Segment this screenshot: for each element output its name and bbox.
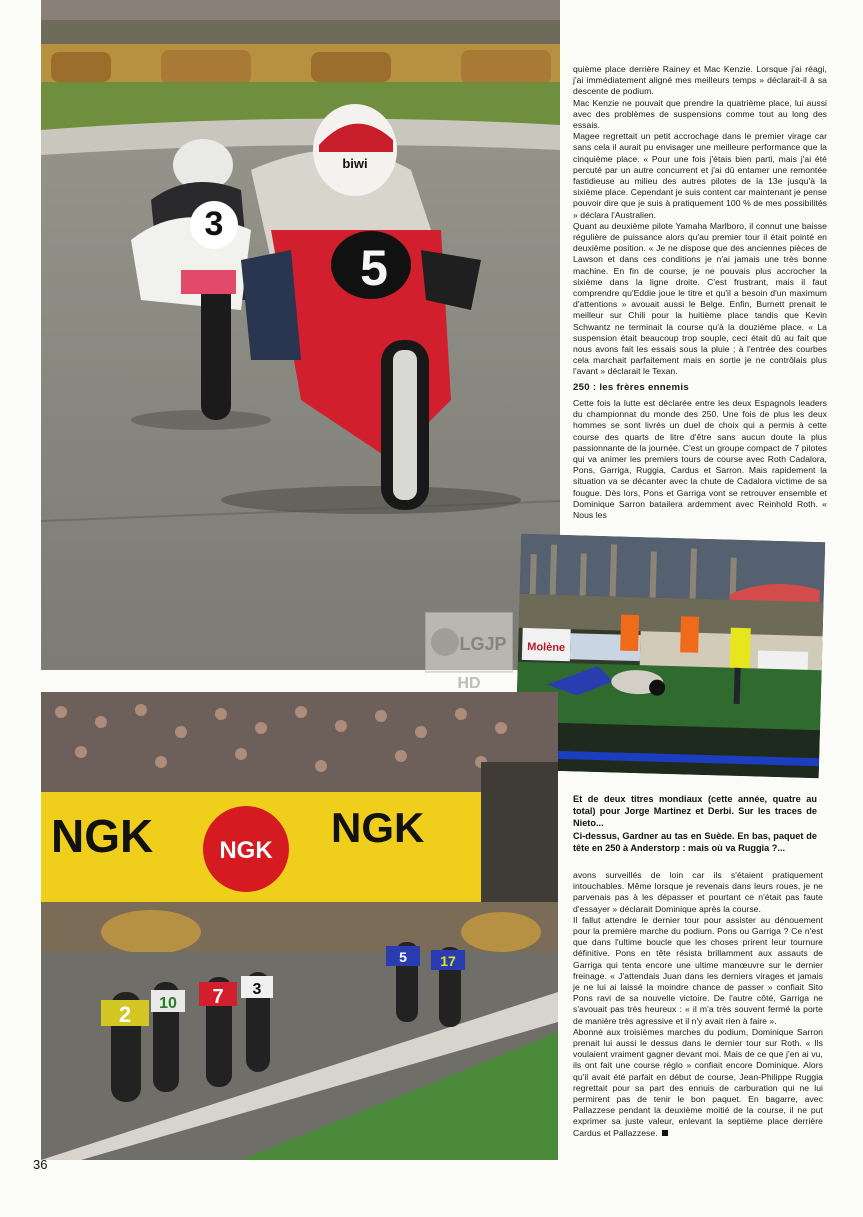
plate-17: 17 (440, 953, 456, 969)
caption-line: Et de deux titres mondiaux (cette année, quatre au total) pour Jorge Martinez et Derbi. Sur les traces de Nieto... (573, 794, 817, 829)
plate-10: 10 (159, 995, 177, 1012)
plate-5: 5 (399, 949, 407, 965)
caption-line: Ci-dessus, Gardner au tas en Suède. En bas, paquet de tête en 250 à Anderstorp : mais où va Ruggia ?... (573, 830, 817, 853)
watermark-letters: LGJP (459, 634, 507, 654)
paragraph: Abonné aux troisièmes marches du podium, Dominique Sarron prenait lui aussi le dessus dans le dernier tour sur Roth. « Ils voulaient vraiment gagner devant moi. Mais de ce que j'en ai vu, ils ont fait une course réglo » confiait encore Dominique. Alors qu'il avait été parfait en début de course, Jean-Philippe Ruggia regrettait pour sa part des ennuis de carburation qui ne lui permirent pas de tenir le bon paquet. En bagarre, avec Pallazzese pendant la deuxième moitié de la course, il ne put exprimer sa juste valeur, enlevant la septième place derrière Cardus et Pallazzese. (573, 1026, 823, 1138)
photo-250-pack (41, 692, 558, 1160)
end-of-article-mark (662, 1130, 668, 1136)
article-column-top (573, 64, 827, 521)
page-number: 36 (33, 1157, 48, 1172)
paragraph: quième place derrière Rainey et Mac Kenzie. Lorsque j'ai réagi, j'ai immédiatement aligné mes meilleurs temps » déclarait-il à sa descente de podium. (573, 64, 827, 97)
paragraph: Il fallut attendre le dernier tour pour assister au dénouement pour la première marche du podium. Pons ou Garriga ? Ce n'est que dans l'ultime boucle que les choses prirent leur tournure définitive. Pons en tête résista brillamment aux assauts de Garriga qui tenta encore une ultime manœuvre sur le dernier freinage. « J'attendais Juan dans les derniers virages et jamais je ne lui ai laissé la moindre chance de passer » confiait Sito Pons ravi de sa nouvelle victoire. De l'autre côté, Garriga ne s'avouait pas très heureux : « il m'a très souvent fermé la porte de manière très agressive et il n'y avait rien à faire ». (573, 914, 823, 1026)
sponsor-logo: NGK (219, 837, 273, 864)
photo-rider-5 (41, 0, 560, 670)
watermark-sub: HD (457, 675, 481, 692)
paragraph: avons surveillés de loin car ils s'étaient pratiquement intouchables. Même lorsque je revenais dans leurs roues, je ne parvenais pas à les dépasser et pourtant ce n'était pas faute d'essayer » déclarait Dominique après la course. (573, 870, 823, 914)
helmet-brand-label: biwi (342, 156, 368, 171)
paragraph: Magee regrettait un petit accrochage dans le premier virage car sans cela il aurait pu envisager une meilleure performance que la cinquième place. « Pour une fois j'étais bien parti, mais j'ai été percuté par un autre concurrent et j'ai dû entamer une remontée fastidieuse au milieu des autres pilotes de la 13e jusqu'à la sixième place. Cependant je suis content car maintenant je pense pouvoir dire que je suis à pratiquement 100 % de mes possibilités » déclara l'Australien. (573, 131, 827, 220)
crash-banner-text: Molène (527, 641, 566, 655)
paragraph: Quant au deuxième pilote Yamaha Marlboro, il connut une baisse régulière de puissance alors qu'au premier tour il était pointé en deuxième position. « Je ne dispose que des anciennes pièces de Lawson et dans ces conditions je n'ai jamais une très bonne machine. En fin de course, je ne pouvais plus accrocher la sixième dans la ligne droite. C'est frustrant, mais il faut comprendre qu'Eddie joue le titre et qu'il a besoin d'un maximum d'attentions » avouait aussi le Belge. Enfin, Burnett prenait le meilleur sur Chili pour la huitième place tandis que Kevin Schwantz ne terminait la course qu'à la douzième place. « La suspension était beaucoup trop souple, ceci était dû au fait que nous avons fait les essais sous la pluie ; à l'entrée des courbes cela marchait parfaitement mais en sortie je ne contrôlais plus l'avant » déclarait le Texan. (573, 220, 827, 377)
sponsor-banner-right: NGK (331, 804, 425, 851)
photo-crash-gardner (515, 534, 825, 778)
paragraph: Cette fois la lutte est déclarée entre les deux Espagnols leaders du championnat du monde des 250. Une fois de plus les deux hommes se sont livrés un duel de choix qui a permis à cette course des quarts de litre d'être sans aucun doute la plus passionnante de la journée. C'est un groupe compact de 7 pilotes qui va animer les premiers tours de course avec Roth Cadalora, Pons, Garriga, Ruggia, Cardus et Sarron. Mais rapidement la situation va se décanter avec la chute de Cadalora victime de sa fougue. Dès lors, Pons et Garriga vont se retrouver ensemble et Dominique Sarron batailera ardemment avec Reinhold Roth. « Nous les (573, 397, 827, 520)
section-subheading: 250 : les frères ennemis (573, 381, 689, 393)
article-column-bottom (573, 870, 823, 1139)
plate-3: 3 (252, 981, 262, 998)
photo-caption (573, 793, 817, 854)
watermark-logo (425, 612, 513, 692)
rider-5-plate-number: 5 (360, 240, 388, 296)
sponsor-banner-left: NGK (51, 810, 154, 862)
paragraph: Mac Kenzie ne pouvait que prendre la quatrième place, lui aussi avec des problèmes de suspensions comme tout au long des essais. (573, 97, 827, 131)
rider-3-plate-number: 3 (204, 205, 224, 243)
plate-2: 2 (118, 1002, 132, 1027)
plate-7: 7 (212, 986, 224, 1008)
